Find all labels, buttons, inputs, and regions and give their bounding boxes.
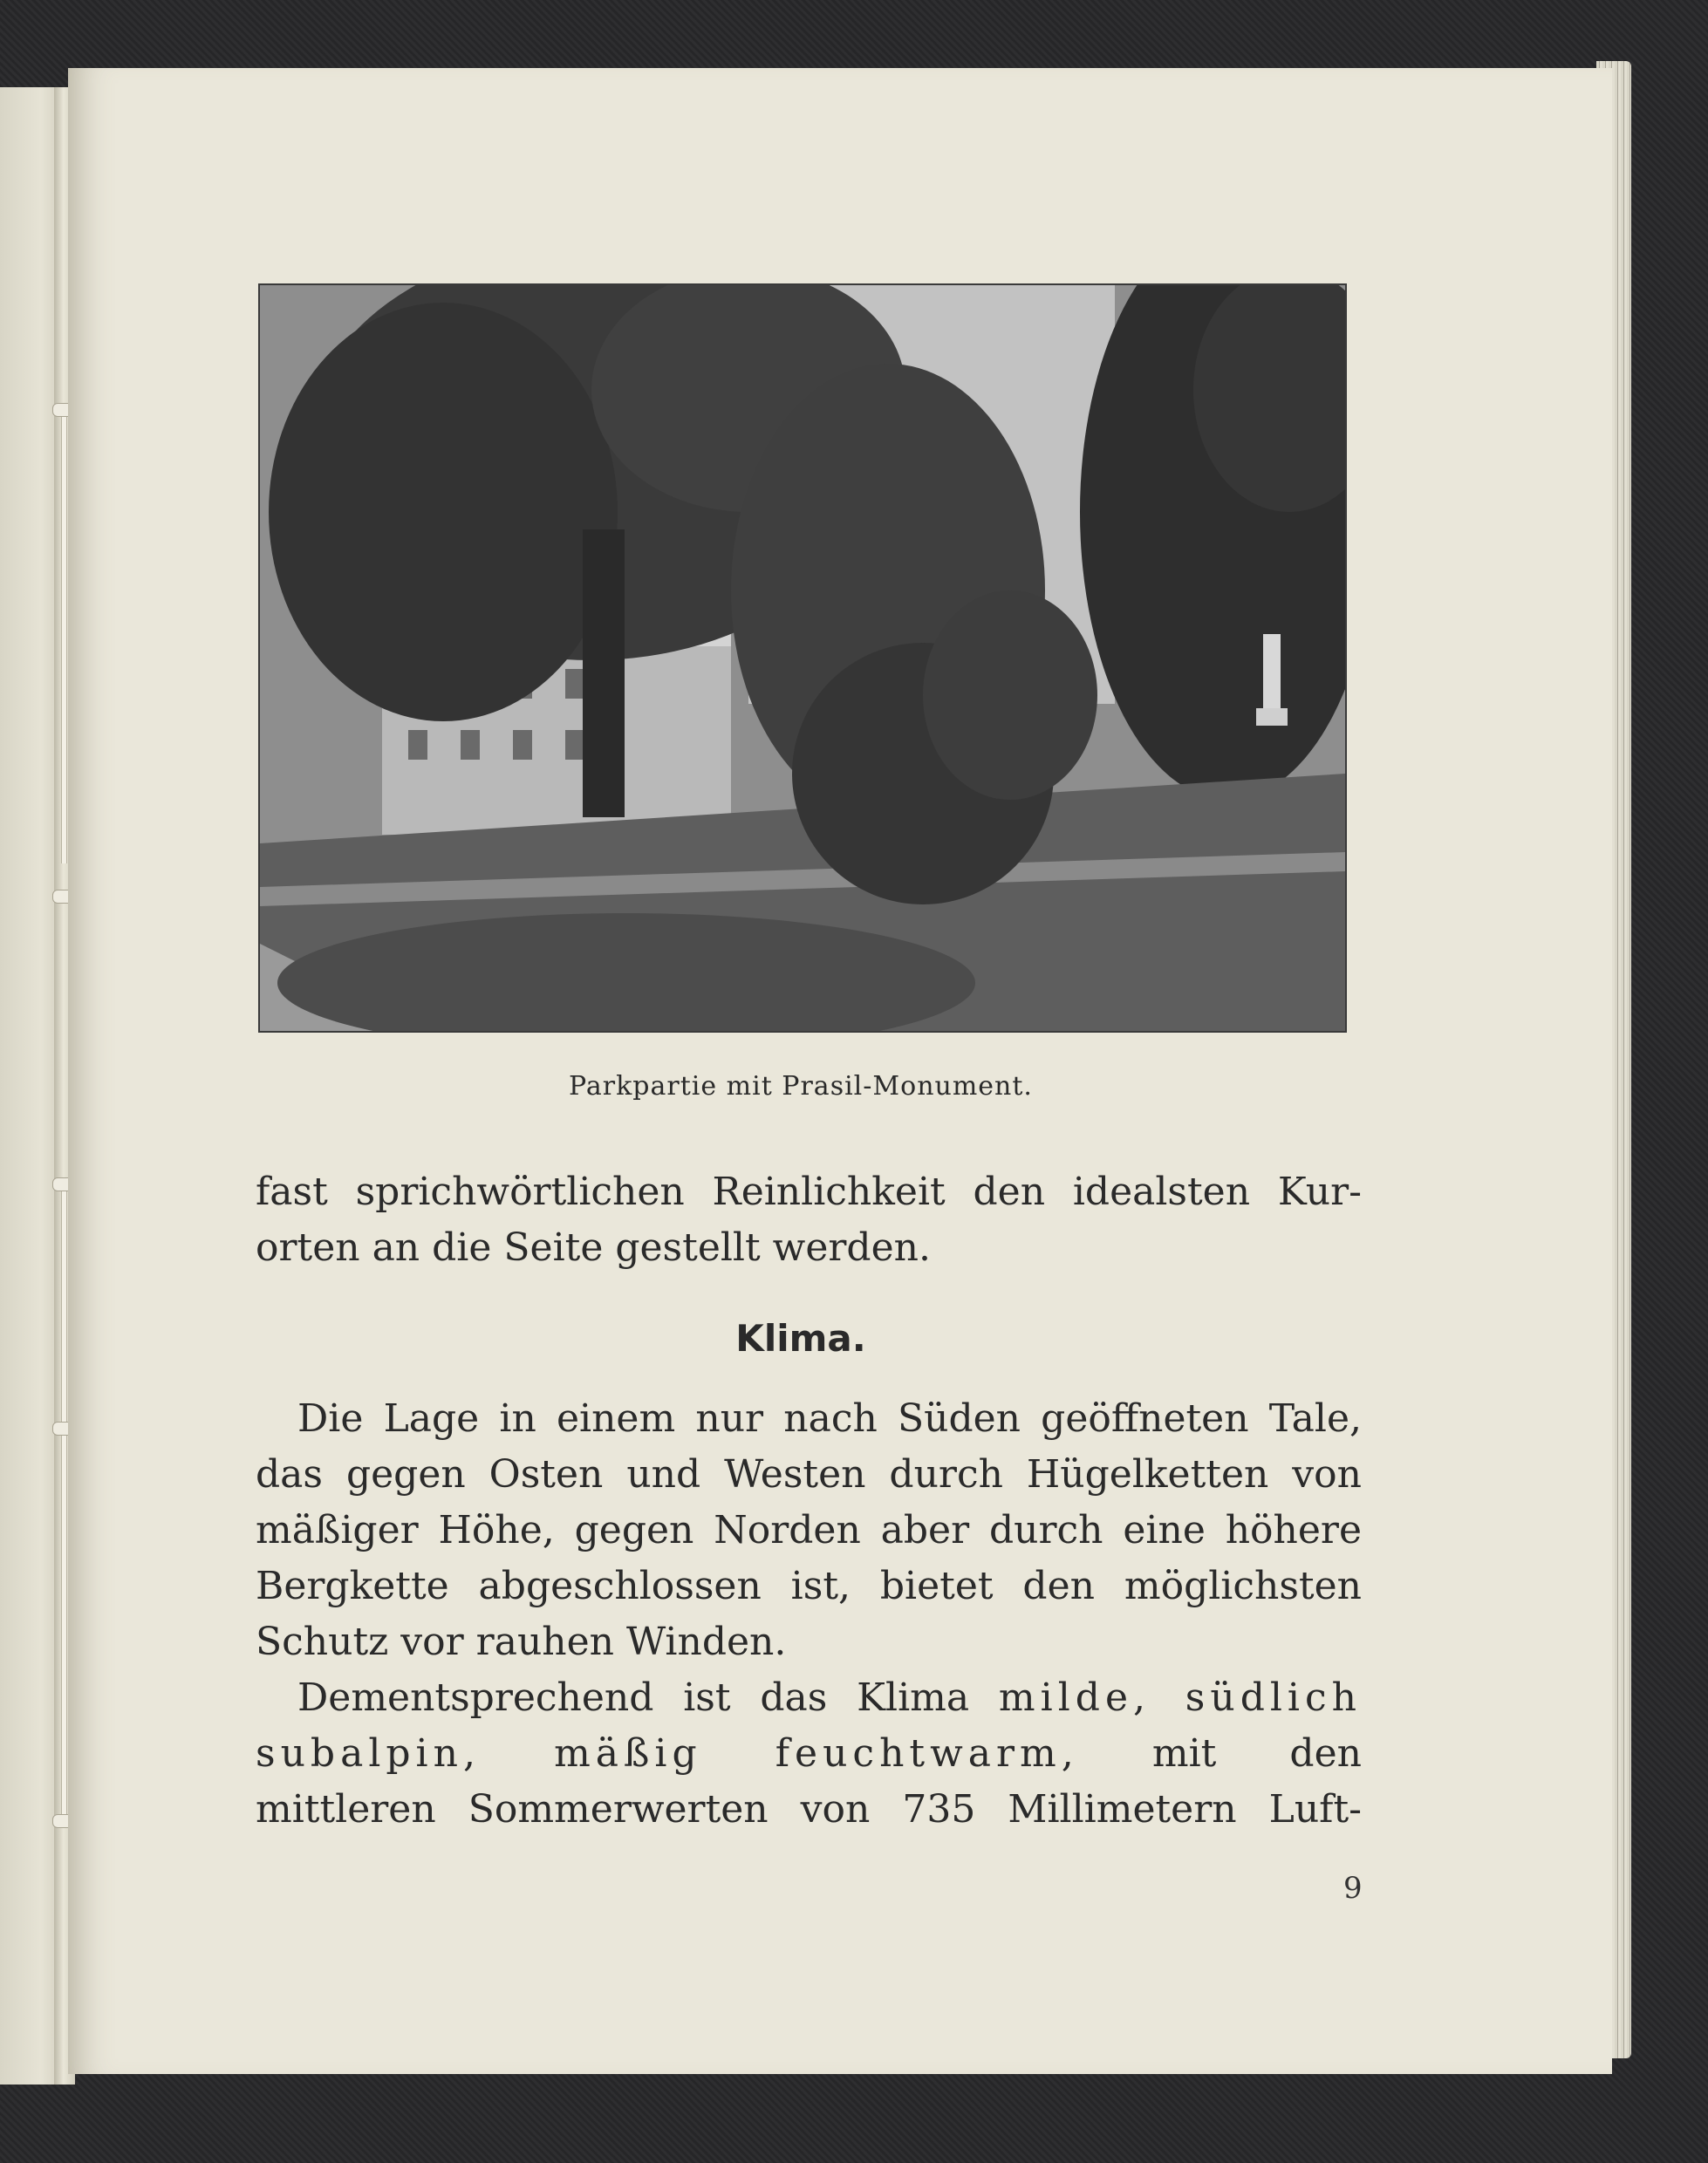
climate-paragraph-1: [256, 1391, 1362, 1670]
text-line: Schutz vor rauhen Winden.: [256, 1620, 787, 1664]
text-line: [256, 1726, 1362, 1782]
park-photo: [258, 283, 1347, 1033]
photo-caption: Parkpartie mit Prasil-Monument.: [569, 1071, 1033, 1102]
climate-paragraph-2: [256, 1670, 1362, 1838]
intro-paragraph: [256, 1164, 1362, 1276]
text-line: orten an die Seite gestellt werden.: [256, 1225, 931, 1270]
text-fragment: Dementsprechend ist das Klima: [297, 1675, 970, 1720]
emphasized-text: feuchtwarm,: [775, 1731, 1079, 1776]
section-heading: Klima.: [735, 1317, 866, 1360]
binding-thread: [61, 1186, 67, 1814]
park-photo-illustration: [260, 285, 1345, 1031]
page-number: 9: [1343, 1871, 1363, 1906]
emphasized-text: milde, südlich: [998, 1675, 1362, 1720]
text-fragment: mit den: [1151, 1731, 1362, 1776]
text-line: mittleren Sommerwerten von 735 Millimetern Luft-: [256, 1787, 1362, 1832]
text-line: das gegen Osten und Westen durch Hügelketten von: [256, 1452, 1362, 1497]
text-line: Bergkette abgeschlossen ist, bietet den möglichsten: [256, 1564, 1362, 1608]
text-line: [256, 1670, 1362, 1726]
emphasized-text: subalpin,: [256, 1731, 481, 1776]
text-line: fast sprichwörtlichen Reinlichkeit den idealsten Kur-: [256, 1170, 1362, 1214]
emphasized-text: mäßig: [554, 1731, 702, 1776]
text-line: mäßiger Höhe, gegen Norden aber durch eine höhere: [256, 1508, 1362, 1552]
binding-thread: [61, 410, 67, 863]
text-line: Die Lage in einem nur nach Süden geöffneten Tale,: [297, 1396, 1362, 1441]
